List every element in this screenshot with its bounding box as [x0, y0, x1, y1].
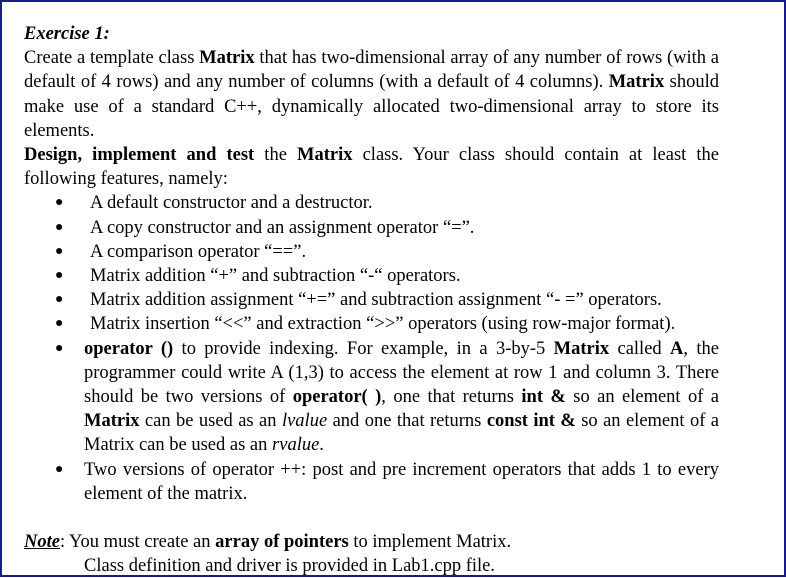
bullet-icon: ● — [55, 195, 64, 211]
bullet-icon: ● — [55, 461, 64, 477]
list-item-text: Two versions of operator ++: post and pre increment operators that adds 1 to every element of the matrix. — [84, 459, 719, 504]
design-text-2: class. Your class should contain at least the following features, namely: — [24, 145, 719, 190]
b7-bold-a: A — [670, 338, 684, 359]
intro-text-2: that has two-dimensional array of any number of rows (with a default of 4 rows) and any number of columns (with a default of 4 columns). — [24, 48, 719, 93]
design-bold-2: Matrix — [297, 145, 353, 166]
design-paragraph — [24, 143, 719, 191]
b7-text-9: . — [319, 435, 324, 456]
b7-italic-lvalue: lvalue — [281, 411, 328, 432]
b7-bold-matrix: Matrix — [553, 338, 610, 359]
list-item-text: Matrix addition assignment “+=” and subtraction assignment “- =” operators. — [90, 290, 662, 311]
list-item — [24, 312, 719, 336]
bullet-icon: ● — [55, 268, 64, 284]
b7-bold-operator: operator( ) — [292, 387, 382, 408]
note-line-2: Class definition and driver is provided in Lab1.cpp file. — [84, 556, 496, 577]
note-paragraph — [24, 530, 719, 554]
note-label: Note — [24, 532, 60, 553]
b7-bold-matrix-2: Matrix — [84, 411, 140, 432]
b7-text-1: to provide indexing. For example, in a 3-by-5 — [173, 338, 554, 359]
bullet-icon: ● — [55, 340, 64, 356]
b7-text-6: can be used as an — [139, 411, 282, 432]
operator-paren-bold: operator () — [84, 338, 174, 359]
bullet-icon: ● — [55, 292, 64, 308]
list-item — [24, 191, 719, 215]
list-item-text — [24, 337, 719, 458]
note-text-2: to implement Matrix. — [348, 532, 512, 553]
bullet-icon: ● — [55, 316, 64, 332]
b7-text-7: and one that returns — [327, 411, 487, 432]
list-item — [24, 240, 719, 264]
list-item-text: A comparison operator “==”. — [90, 241, 307, 262]
list-item — [24, 337, 719, 458]
list-item — [24, 264, 719, 288]
list-item-text: Matrix addition “+” and subtraction “-“ operators. — [90, 266, 461, 287]
b7-text-5: so an element of a — [565, 387, 720, 408]
intro-bold-1: Matrix — [199, 48, 255, 69]
list-item-text: A copy constructor and an assignment operator “=”. — [90, 217, 475, 238]
list-item-text: A default constructor and a destructor. — [90, 193, 373, 214]
list-item-text: Matrix insertion “<<” and extraction “>>” operators (using row-major format). — [90, 314, 676, 335]
list-item — [24, 216, 719, 240]
intro-text-3: should make use of a standard C++, dynamically allocated two-dimensional array to store its elements. — [24, 72, 719, 141]
design-bold-1: Design, implement and test — [24, 145, 255, 166]
list-item — [24, 288, 719, 312]
b7-text-8: so an element of a Matrix can be used as an — [84, 411, 719, 456]
note-text-1: : You must create an — [59, 532, 216, 553]
feature-list — [24, 191, 719, 506]
note-bold: array of pointers — [215, 532, 349, 553]
list-item — [24, 458, 719, 506]
bullet-icon: ● — [55, 219, 64, 235]
b7-italic-rvalue: rvalue — [272, 435, 320, 456]
document-content — [24, 22, 719, 578]
b7-bold-const-int-ref: const int & — [486, 411, 576, 432]
b7-bold-int-ref: int & — [521, 387, 566, 408]
intro-text-1: Create a template class — [24, 48, 200, 69]
bullet-icon: ● — [55, 243, 64, 259]
b7-text-3: , the programmer could write A (1,3) to access the element at row 1 and column 3. There should be two versions of — [84, 338, 719, 408]
design-text-1: the — [254, 145, 298, 166]
intro-bold-2: Matrix — [608, 72, 665, 93]
intro-paragraph — [24, 46, 719, 143]
exercise-title: Exercise 1: — [24, 24, 110, 44]
b7-text-4: , one that returns — [381, 387, 522, 408]
b7-text-2: called — [609, 338, 671, 359]
